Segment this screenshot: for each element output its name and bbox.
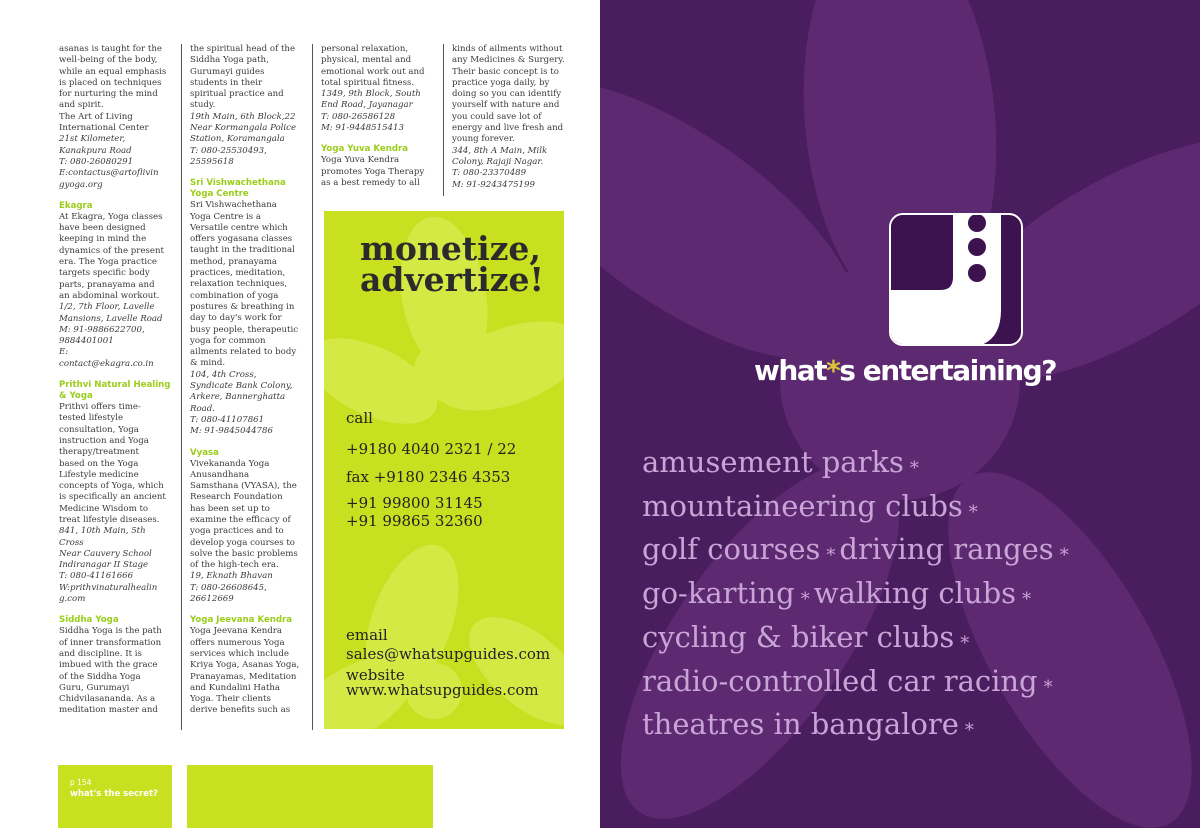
- category-item: theatres in bangalore: [642, 707, 959, 742]
- listing-heading: Vyasa: [190, 447, 219, 458]
- ad-headline-line-1: monetize,: [360, 229, 541, 268]
- listing-address-line: E:: [59, 347, 69, 358]
- listing-description-line: The Art of Living: [59, 111, 133, 122]
- listing-address-line: Road.: [190, 403, 216, 414]
- listing-address-line: 1349, 9th Block, South: [321, 89, 421, 100]
- listing-address-line: T: 080-41107861: [190, 414, 265, 425]
- column-divider: [443, 44, 444, 196]
- call-label: call: [346, 409, 373, 427]
- asterisk-icon: *: [960, 632, 970, 654]
- listing-entry: [190, 44, 312, 168]
- listing-description-line: Gurumayi guides: [190, 66, 265, 77]
- email-label: email: [346, 626, 388, 644]
- brand-text-part-2: s entertaining?: [839, 354, 1056, 387]
- logo-glyph-icon: [891, 215, 1023, 346]
- listing-description-line: Their basic concept is to: [452, 66, 559, 77]
- category-item: driving ranges: [839, 532, 1054, 567]
- listing-description-line: International Center: [59, 123, 149, 134]
- listing-description-line: examine the efficacy of: [190, 514, 291, 525]
- listing-address-line: 1/2, 7th Floor, Lavelle: [59, 302, 155, 313]
- listing-column-3: [321, 44, 439, 199]
- listing-description-line: and Kundalini Hatha: [190, 682, 281, 693]
- listing-description-line: Yoga Jeevana Kendra: [190, 626, 282, 637]
- listing-description-line: derive benefits such as: [190, 705, 291, 716]
- listing-address-line: T: 080-25530493,: [190, 145, 267, 156]
- listing-entry: [59, 201, 177, 370]
- category-line: [642, 444, 1073, 488]
- listing-heading: Yoga Yuva Kendra: [321, 144, 409, 155]
- listing-description-line: Yoga. Their clients: [190, 694, 271, 705]
- listing-description-line: you could save lot of: [452, 111, 542, 122]
- category-line: [642, 706, 1073, 750]
- brand-text-part-1: what: [754, 354, 827, 387]
- listing-address-line: Near Kormangala Police: [190, 123, 297, 134]
- listing-description-line: emotional work out and: [321, 66, 425, 77]
- listing-address-line: T: 080-23370489: [452, 168, 527, 179]
- listing-description-line: Guru, Gurumayi: [59, 682, 130, 693]
- listing-description-line: Versatile centre which: [190, 222, 288, 233]
- listing-address-line: Mansions, Lavelle Road: [59, 313, 163, 324]
- listing-heading: Yoga Jeevana Kendra: [190, 615, 293, 626]
- listing-entry: [321, 44, 439, 134]
- listing-description-line: parts, pranayama and: [59, 279, 155, 290]
- listing-description-line: Medicine Wisdom to: [59, 503, 149, 514]
- listing-description-line: solve the basic problems: [190, 548, 298, 559]
- asterisk-icon: *: [1022, 589, 1032, 611]
- asterisk-icon: *: [968, 501, 978, 523]
- category-line: [642, 663, 1073, 707]
- listing-address-line: T: 080-41161666: [59, 571, 134, 582]
- asterisk-icon: *: [909, 458, 919, 479]
- listing-description-line: and spirit.: [59, 100, 104, 111]
- listing-address-line: gyoga.org: [59, 179, 103, 190]
- listing-column-2: [190, 44, 312, 727]
- listing-description-line: personal relaxation,: [321, 44, 409, 54]
- listing-column-4: [452, 44, 570, 201]
- listing-description-line: taught in the traditional: [190, 245, 295, 256]
- listing-description-line: doing so you can identify: [452, 89, 562, 100]
- listing-description-line: for nurturing the mind: [59, 89, 158, 100]
- footer-tab: [58, 765, 172, 828]
- listing-description-line: relaxation techniques,: [190, 279, 288, 290]
- listing-entry: [190, 178, 312, 437]
- listing-description-line: Yoga Yuva Kendra: [321, 155, 400, 166]
- page-number: p 154: [70, 778, 92, 787]
- listing-description-line: and discipline. It is: [59, 648, 142, 659]
- listing-description-line: has been set up to: [190, 503, 270, 514]
- category-line: [642, 619, 1073, 663]
- listing-description-line: based on the Yoga: [59, 458, 139, 469]
- advertisement-box: [324, 211, 564, 729]
- ad-headline-line-2: advertize!: [360, 260, 545, 299]
- listing-description-line: yoga for common: [190, 335, 266, 346]
- listing-description-line: Yoga Centre is a: [190, 211, 262, 222]
- right-page: [600, 0, 1200, 828]
- brand-star-icon: *: [826, 354, 840, 387]
- category-item: cycling & biker clubs: [642, 619, 955, 654]
- listing-description-line: consultation, Yoga: [59, 424, 139, 435]
- listing-description-line: Chidvilasananda. As a: [59, 694, 156, 705]
- listing-description-line: of the high-tech era.: [190, 560, 279, 571]
- listing-description-line: students in their: [190, 77, 263, 88]
- listing-address-line: T: 080-26080291: [59, 156, 134, 167]
- listing-description-line: well-being of the body,: [59, 55, 158, 66]
- category-item: golf courses: [642, 532, 821, 567]
- listing-description-line: era. The Yoga practice: [59, 257, 157, 268]
- listing-address-line: 26612669: [190, 594, 234, 605]
- listing-address-line: Near Cauvery School: [59, 548, 152, 559]
- listing-address-line: M: 91-9243475199: [452, 179, 535, 190]
- listing-description-line: Sri Vishwachethana: [190, 200, 277, 211]
- asterisk-icon: *: [964, 720, 974, 742]
- listing-description-line: of inner transformation: [59, 637, 162, 648]
- asterisk-icon: *: [1059, 545, 1069, 567]
- listing-entry: [59, 380, 177, 605]
- listing-description-line: treat lifestyle diseases.: [59, 514, 160, 525]
- listing-address-line: E:contactus@artoflivin: [59, 168, 159, 179]
- footer-tagline: what's the secret?: [70, 789, 158, 799]
- listing-description-line: yourself with nature and: [452, 100, 560, 111]
- listing-description-line: keeping in mind the: [59, 234, 147, 245]
- listing-description-line: asanas is taught for the: [59, 44, 162, 54]
- listing-description-line: is specifically an ancient: [59, 492, 166, 503]
- listing-address-line: Arkere, Bannerghatta: [190, 392, 286, 403]
- listing-description-line: postures & breathing in: [190, 301, 295, 312]
- website-label: website: [346, 666, 405, 684]
- listing-address-line: T: 080-26608645,: [190, 582, 267, 593]
- listing-address-line: M: 91-9845044786: [190, 426, 273, 437]
- brand-logo: [889, 213, 1023, 346]
- listing-description-line: energy and live fresh and: [452, 123, 564, 134]
- listing-description-line: Pranayamas, Meditation: [190, 671, 297, 682]
- listing-description-line: study.: [190, 100, 216, 111]
- ad-headline: [360, 229, 545, 299]
- listing-description-line: yoga practices and to: [190, 526, 284, 537]
- listing-description-line: targets specific body: [59, 268, 150, 279]
- listing-description-line: kinds of ailments without: [452, 44, 563, 54]
- listing-description-line: practice yoga daily, by: [452, 77, 550, 88]
- listing-description-line: services which include: [190, 648, 289, 659]
- category-item: walking clubs: [813, 576, 1017, 611]
- listing-description-line: while an equal emphasis: [59, 66, 167, 77]
- listing-description-line: combination of yoga: [190, 290, 279, 301]
- listing-address-line: M: 91-9448515413: [321, 123, 404, 134]
- listing-address-line: Syndicate Bank Colony,: [190, 381, 293, 392]
- listing-description-line: tested lifestyle: [59, 413, 124, 424]
- listing-description-line: therapy/treatment: [59, 447, 140, 458]
- listing-column-1: [59, 44, 177, 727]
- listing-heading: Sri Vishwachethana Yoga Centre: [190, 178, 286, 200]
- listing-description-line: Lifestyle medicine: [59, 469, 139, 480]
- listing-description-line: an abdominal workout.: [59, 290, 160, 301]
- listing-entry: [321, 144, 439, 189]
- listing-description-line: is placed on techniques: [59, 77, 162, 88]
- listing-entry: [190, 615, 312, 716]
- mobile-number-2: +91 99865 32360: [346, 512, 483, 530]
- category-item: amusement parks: [642, 445, 904, 479]
- asterisk-icon: *: [800, 589, 810, 611]
- listing-address-line: 9884401001: [59, 336, 114, 347]
- listing-address-line: T: 080-26586128: [321, 111, 396, 122]
- listing-description-line: imbued with the grace: [59, 660, 158, 671]
- category-item: radio-controlled car racing: [642, 663, 1038, 698]
- listing-entry: [452, 44, 570, 191]
- listing-address-line: 344, 8th A Main, Milk: [452, 145, 548, 156]
- listing-description-line: Anusandhana: [190, 469, 250, 480]
- footer-bar: [187, 765, 433, 828]
- listing-description-line: instruction and Yoga: [59, 435, 149, 446]
- listing-address-line: 19, Eknath Bhavan: [190, 571, 273, 582]
- listing-description-line: the spiritual head of the: [190, 44, 296, 54]
- listing-description-line: offers yogasana classes: [190, 234, 293, 245]
- asterisk-icon: *: [1043, 676, 1053, 698]
- column-divider: [181, 44, 182, 730]
- listing-entry: [59, 44, 177, 191]
- email-link[interactable]: sales@whatsupguides.com: [346, 645, 551, 663]
- listing-address-line: W:prithvinaturalhealin: [59, 582, 158, 593]
- listing-heading: Ekagra: [59, 200, 93, 211]
- listing-description-line: day to day's work for: [190, 313, 282, 324]
- listing-address-line: End Road, Jayanagar: [321, 100, 413, 111]
- listing-description-line: practices, meditation,: [190, 268, 286, 279]
- asterisk-icon: *: [826, 545, 836, 567]
- category-line: [642, 531, 1073, 575]
- listing-address-line: 21st Kilometer,: [59, 134, 126, 145]
- category-item: go-karting: [642, 576, 795, 611]
- listing-entry: [59, 615, 177, 716]
- listing-description-line: busy people, therapeutic: [190, 324, 299, 335]
- listing-address-line: M: 91-9886622700,: [59, 324, 145, 335]
- brand-wordmark: [675, 354, 1135, 387]
- listing-address-line: 19th Main, 6th Block,22: [190, 111, 296, 122]
- listing-description-line: physical, mental and: [321, 55, 412, 66]
- listing-description-line: promotes Yoga Therapy: [321, 166, 425, 177]
- listing-description-line: Siddha Yoga is the path: [59, 626, 162, 637]
- column-divider: [312, 44, 313, 730]
- listing-address-line: Kanakpura Road: [59, 145, 132, 156]
- listing-description-line: any Medicines & Surgery.: [452, 55, 565, 66]
- listing-description-line: dynamics of the present: [59, 245, 164, 256]
- fax-number: fax +9180 2346 4353: [346, 468, 511, 486]
- listing-address-line: contact@ekagra.co.in: [59, 358, 154, 369]
- listing-heading: Prithvi Natural Healing & Yoga: [59, 380, 171, 402]
- listing-address-line: Indiranagar II Stage: [59, 560, 149, 571]
- listing-description-line: concepts of Yoga, which: [59, 481, 164, 492]
- listing-address-line: g.com: [59, 594, 86, 605]
- listing-description-line: Kriya Yoga, Asanas Yoga,: [190, 660, 300, 671]
- listing-description-line: meditation master and: [59, 705, 158, 716]
- listing-description-line: of the Siddha Yoga: [59, 671, 141, 682]
- category-line: [642, 575, 1073, 619]
- mobile-number-1: +91 99800 31145: [346, 494, 483, 512]
- listing-description-line: Research Foundation: [190, 492, 283, 503]
- listing-description-line: Vivekananda Yoga: [190, 458, 270, 469]
- listing-description-line: develop yoga courses to: [190, 537, 295, 548]
- listing-description-line: total spiritual fitness.: [321, 77, 415, 88]
- category-line: [642, 488, 1073, 532]
- listing-entry: [190, 448, 312, 606]
- listing-address-line: Cross: [59, 537, 84, 548]
- listing-description-line: At Ekagra, Yoga classes: [59, 211, 163, 222]
- listing-description-line: offers numerous Yoga: [190, 637, 285, 648]
- listing-description-line: ailments related to body: [190, 347, 297, 358]
- listing-description-line: Prithvi offers time-: [59, 402, 141, 413]
- listing-description-line: as a best remedy to all: [321, 177, 420, 188]
- listing-address-line: 841, 10th Main, 5th: [59, 526, 146, 537]
- listing-description-line: method, pranayama: [190, 256, 278, 267]
- listing-description-line: & mind.: [190, 358, 226, 369]
- website-link[interactable]: www.whatsupguides.com: [346, 681, 539, 699]
- listing-address-line: 25595618: [190, 156, 234, 167]
- listing-description-line: Siddha Yoga path,: [190, 55, 269, 66]
- listing-address-line: Colony, Rajaji Nagar.: [452, 156, 544, 167]
- listing-description-line: Samsthana (VYASA), the: [190, 481, 297, 492]
- listing-address-line: Station, Koramangala: [190, 134, 285, 145]
- listing-description-line: have been designed: [59, 223, 146, 234]
- listing-heading: Siddha Yoga: [59, 615, 119, 626]
- phone-number: +9180 4040 2321 / 22: [346, 440, 517, 458]
- category-list: [642, 444, 1073, 750]
- listing-address-line: 104, 4th Cross,: [190, 369, 257, 380]
- listing-description-line: young forever.: [452, 134, 515, 145]
- listing-description-line: spiritual practice and: [190, 89, 284, 100]
- category-item: mountaineering clubs: [642, 488, 963, 523]
